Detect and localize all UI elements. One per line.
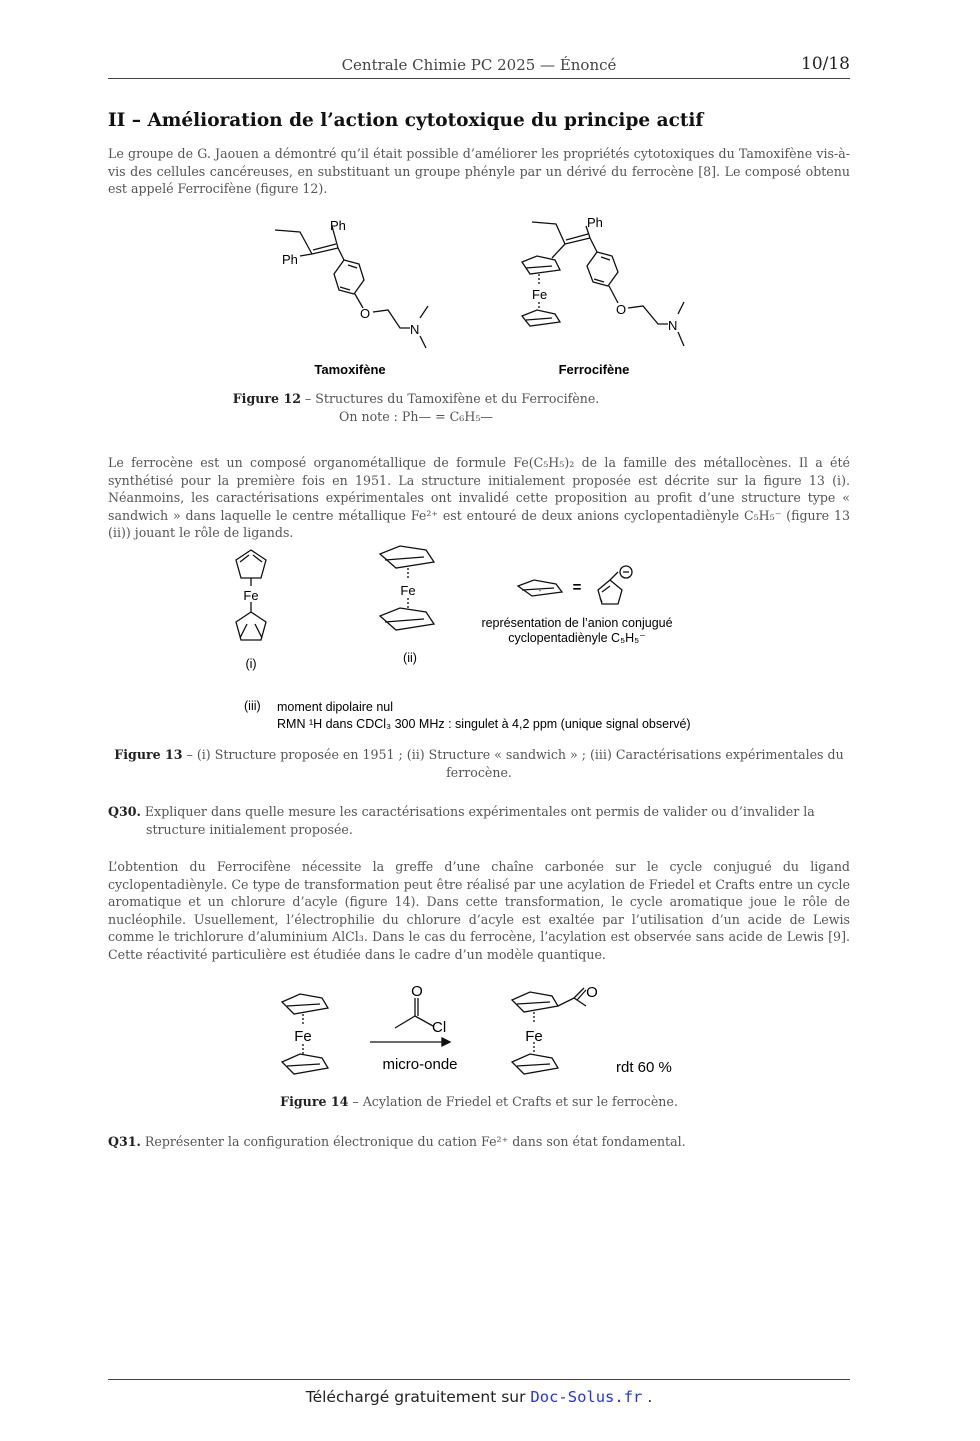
- ferrocene-paragraph: Le ferrocène est un composé organométallique de formule Fe(C₅H₅)₂ de la famille des métallocènes. Il a été synthétisé pour la première fois en 1951. La structure initialement proposée est décrite sur la figure 13 (i). Néanmoins, les caractérisations expérimentales ont invalidé cette proposition au profit d’une structure type « sandwich » dans laquelle le centre métallique Fe²⁺ est entouré de deux anions cyclopentadiènyle C₅H₅⁻ (figure 13 (ii)) jouant le rôle de ligands.: [108, 455, 850, 540]
- cl-label: Cl: [432, 1019, 447, 1036]
- fe-label-i: Fe: [243, 588, 259, 603]
- footer-link[interactable]: Doc-Solus.fr: [530, 1388, 643, 1406]
- figure-14-reaction: [270, 980, 710, 1085]
- fig12-caption-label: Figure 12: [232, 391, 301, 406]
- q30-label: Q30.: [108, 804, 141, 819]
- intro-paragraph: Le groupe de G. Jaouen a démontré qu’il était possible d’améliorer les propriétés cytotoxiques du Tamoxifène vis-à-vis des cellules cancéreuses, en substituant un groupe phényle par un dérivé du ferrocène [8]. Le composé obtenu est appelé Ferrocifène (figure 12).: [108, 146, 850, 196]
- acylation-paragraph: L’obtention du Ferrocifène nécessite la greffe d’une chaîne carbonée sur le cycle conjugué du ligand cyclopentadiènyle. Ce type de transformation peut être réalisé par une acylation de Friedel et Crafts entre un cycle aromatique et un chlorure d’acyle (figure 14). Dans cette transformation, le cycle aromatique joue le rôle de nucléophile. Usuellement, l’électrophilie du chlorure d’acyle est exaltée par l’utilisation d’un acide de Lewis comme le trichlorure d’aluminium AlCl₃. Dans le cas du ferrocène, l’acylation est observée sans acide de Lewis [9]. Cette réactivité particulière est étudiée dans le cadre d’un modèle quantique.: [108, 859, 850, 962]
- equals-sign: =: [572, 579, 582, 596]
- figure-12-caption: [200, 390, 632, 425]
- page-header: [108, 56, 850, 79]
- figure-13-structures: [220, 540, 740, 740]
- ph-label-left: Ph: [282, 252, 298, 267]
- q31-label: Q31.: [108, 1134, 141, 1149]
- label-ii: (ii): [403, 651, 417, 665]
- page-number: 10/18: [801, 54, 850, 74]
- question-30: [108, 803, 850, 838]
- condition-label: micro-onde: [382, 1056, 458, 1073]
- section-title: II – Amélioration de l’action cytotoxique du principe actif: [108, 110, 704, 131]
- o-label-left: O: [360, 306, 371, 321]
- anion-caption-line2: cyclopentadiènyle C₅H₅⁻: [508, 631, 646, 645]
- svg-text:-: -: [538, 586, 542, 595]
- o-label-product: O: [586, 984, 598, 1001]
- fig13-caption-text2: ferrocène.: [446, 764, 512, 780]
- o-label-right: O: [616, 302, 627, 317]
- question-31: [108, 1133, 850, 1151]
- n-label-right: N: [668, 318, 678, 333]
- q30-text: Expliquer dans quelle mesure les caractérisations expérimentales ont permis de valider ou d’invalider la structure initialement proposée.: [140, 804, 815, 837]
- figure-13-caption: [108, 746, 850, 781]
- fig12-caption-note: On note : Ph— = C₆H₅—: [339, 408, 493, 424]
- fig14-caption-label: Figure 14: [280, 1094, 349, 1109]
- o-label-reagent: O: [411, 983, 423, 1000]
- footer-text: Téléchargé gratuitement sur: [305, 1388, 531, 1406]
- header-title: Centrale Chimie PC 2025 — Énoncé: [341, 56, 617, 74]
- label-iii: (iii): [244, 699, 261, 713]
- fe-label-product: Fe: [525, 1028, 543, 1045]
- ph-label-right: Ph: [587, 215, 603, 230]
- anion-caption-line1: représentation de l’anion conjugué: [481, 616, 673, 630]
- iii-line1: moment dipolaire nul: [277, 700, 394, 714]
- fig14-caption-text: – Acylation de Friedel et Crafts et sur le ferrocène.: [348, 1094, 678, 1109]
- label-i: (i): [245, 657, 257, 671]
- figure-12-structures: [260, 210, 720, 385]
- fig13-caption-label: Figure 13: [114, 747, 183, 762]
- footer-end: .: [642, 1388, 653, 1406]
- fe-label-ii: Fe: [400, 583, 416, 598]
- fig12-caption-text: – Structures du Tamoxifène et du Ferrocifène.: [300, 391, 600, 406]
- ferrocifen-name: Ferrocifène: [558, 362, 630, 377]
- yield-label: rdt 60 %: [616, 1059, 672, 1076]
- tamoxifen-name: Tamoxifène: [314, 362, 386, 377]
- fe-label-fig12: Fe: [532, 287, 548, 302]
- iii-line2: RMN ¹H dans CDCl₃ 300 MHz : singulet à 4,2 ppm (unique signal observé): [277, 717, 691, 731]
- page-footer: [108, 1379, 850, 1406]
- figure-14-caption: [200, 1093, 758, 1111]
- n-label-left: N: [410, 322, 420, 337]
- fe-label-reactant: Fe: [294, 1028, 312, 1045]
- ph-label-top: Ph: [330, 218, 346, 233]
- fig13-caption-text1: – (i) Structure proposée en 1951 ; (ii) Structure « sandwich » ; (iii) Caractérisations expérimentales du: [182, 747, 844, 762]
- q31-text: Représenter la configuration électronique du cation Fe²⁺ dans son état fondamental.: [140, 1134, 686, 1149]
